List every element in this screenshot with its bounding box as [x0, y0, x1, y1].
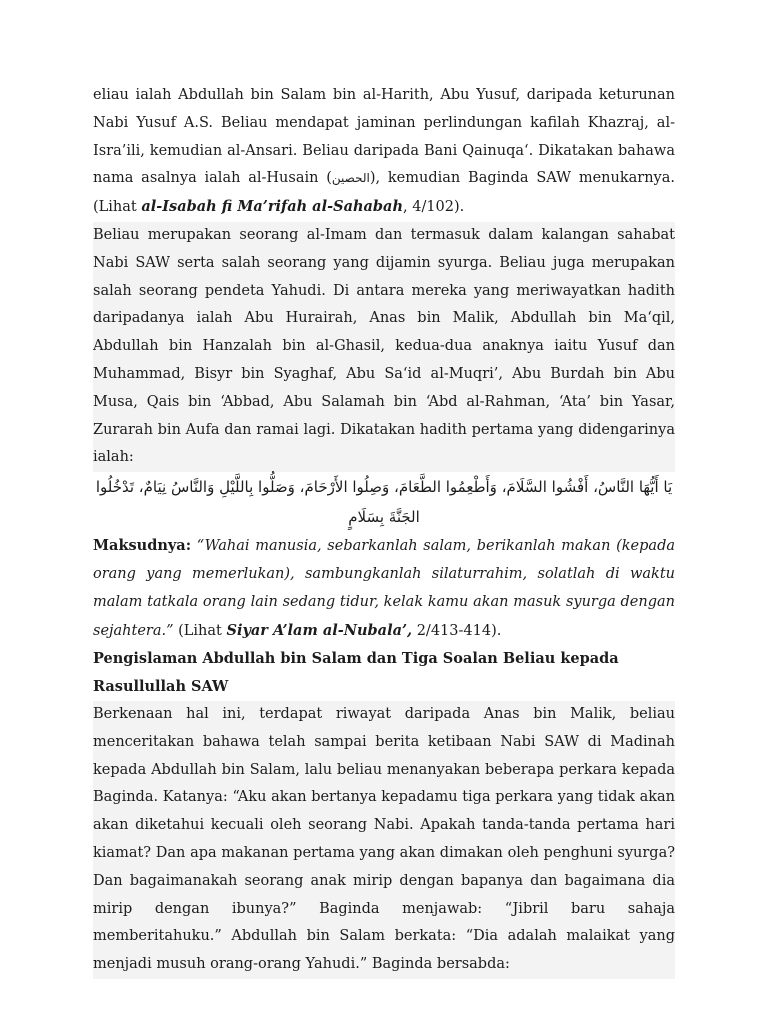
- translation-ref-page: 2/413-414).: [412, 622, 502, 639]
- biography-text-a: eliau ialah Abdullah bin Salam bin al-Harith, Abu Yusuf, daripada keturunan Nabi Yusuf A.S. Beliau mendapat jaminan perlindungan kafilah Khazraj, al-Isra’ili, kemudian al-Ansari. Beliau daripada Bani Qainuqa‘. Dikatakan bahawa nama asalnya ialah al-Husain (: [93, 87, 675, 187]
- arabic-hadith: يَا أَيُّهَا النَّاسُ، أَفْشُوا السَّلَامَ، وَأَطْعِمُوا الطَّعَامَ، وَصِلُوا الأَرْحَامَ، وَصَلُّوا بِاللَّيْلِ وَالنَّاسُ نِيَامٌ، تَدْخُلُوا الجَنَّةَ بِسَلَامٍ: [95, 478, 673, 527]
- reference-title: al-Isabah fi Ma’rifah al-Sahabah: [141, 198, 403, 216]
- paragraph-translation: [93, 532, 675, 645]
- paragraph-narrators: Beliau merupakan seorang al-Imam dan termasuk dalam kalangan sahabat Nabi SAW serta salah seorang yang dijamin syurga. Beliau juga merupakan salah seorang pendeta Yahudi. Di antara mereka yang meriwayatkan hadith daripadanya ialah Abu Hurairah, Anas bin Malik, Abdullah bin Ma‘qil, Abdullah bin Hanzalah bin al-Ghasil, kedua-dua anaknya iaitu Yusuf dan Muhammad, Bisyr bin Syaghaf, Abu Sa‘id al-Muqri’, Abu Burdah bin Abu Musa, Qais bin ‘Abbad, Abu Salamah bin ‘Abd al-Rahman, ‘Ata’ bin Yasar, Zurarah bin Aufa dan ramai lagi. Dikatakan hadith pertama yang didengarinya ialah:: [93, 222, 675, 472]
- translation-label: Maksudnya:: [93, 537, 192, 555]
- paragraph-biography: [93, 82, 675, 222]
- document-page: [93, 82, 675, 979]
- translation-quote: “Wahai manusia, sebarkanlah salam, berikanlah makan (kepada orang yang memerlukan), sambungkanlah silaturrahim, solatlah di waktu malam tatkala orang lain sedang tidur, kelak kamu akan masuk syurga dengan sejahtera.”: [93, 538, 675, 639]
- translation-ref-title: Siyar A’lam al-Nubala’,: [226, 621, 413, 639]
- paragraph-narration: Berkenaan hal ini, terdapat riwayat daripada Anas bin Malik, beliau menceritakan bahawa telah sampai berita ketibaan Nabi SAW di Madinah kepada Abdullah bin Salam, lalu beliau menanyakan beberapa perkara kepada Baginda. Katanya: “Aku akan bertanya kepadamu tiga perkara yang tidak akan akan diketahui kecuali oleh seorang Nabi. Apakah tanda-tanda pertama hari kiamat? Dan apa makanan pertama yang akan dimakan oleh penghuni syurga? Dan bagaimanakah seorang anak mirip dengan bapanya dan bagaimana dia mirip dengan ibunya?” Baginda menjawab: “Jibril baru sahaja memberitahuku.” Abdullah bin Salam berkata: “Dia adalah malaikat yang menjadi musuh orang-orang Yahudi.” Baginda bersabda:: [93, 701, 675, 979]
- section-heading: Pengislaman Abdullah bin Salam dan Tiga Soalan Beliau kepada Rasullullah SAW: [93, 650, 619, 696]
- biography-text-b: ), kemudian Baginda SAW menukarnya. (Lihat: [93, 170, 675, 216]
- arabic-name: الحصين: [331, 171, 370, 186]
- translation-ref-open: (Lihat: [173, 622, 227, 639]
- reference-page: , 4/102).: [403, 199, 465, 216]
